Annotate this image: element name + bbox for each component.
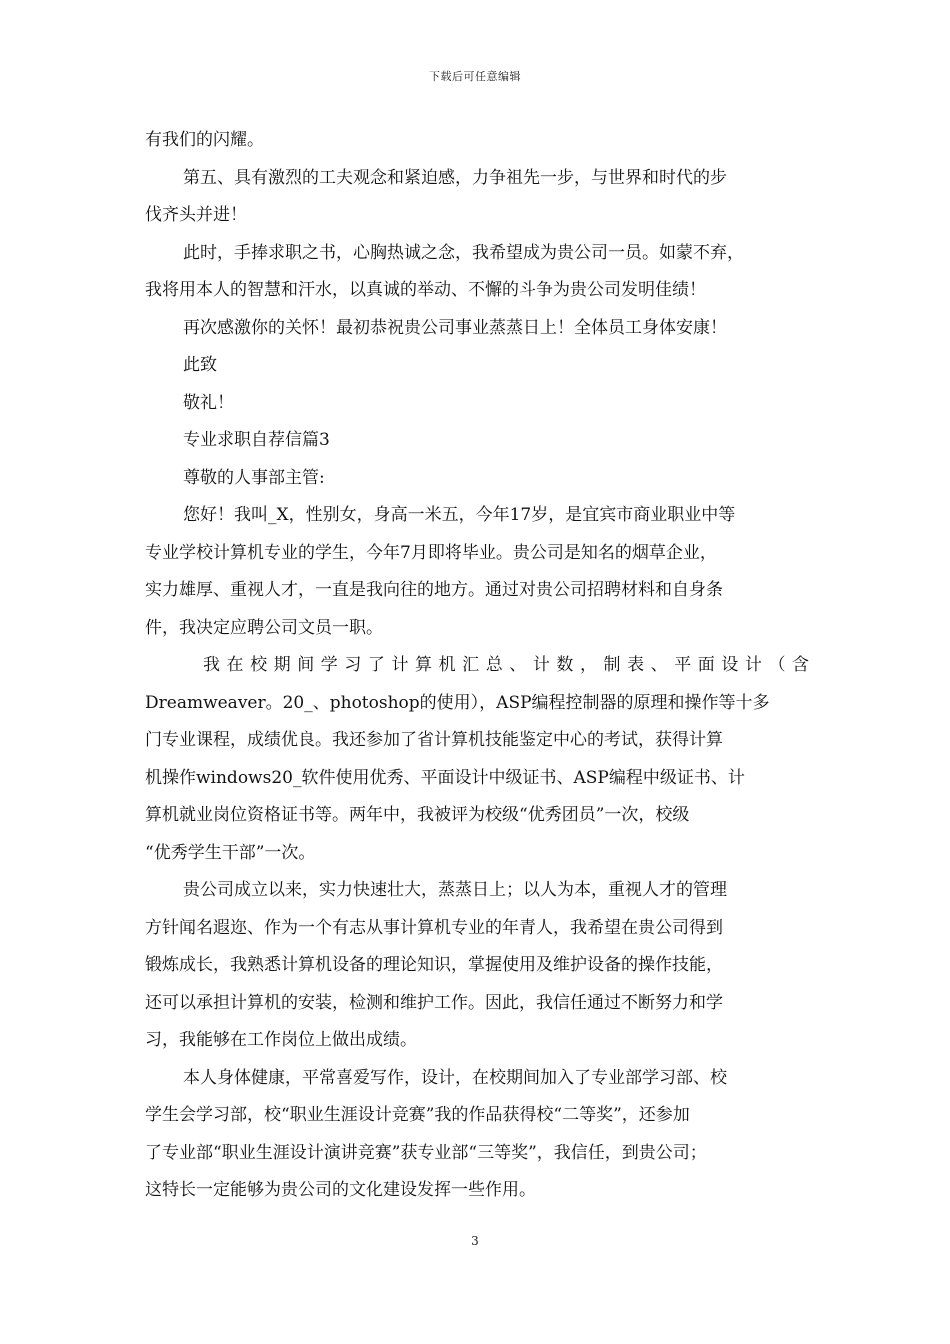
body-line: 我在校期间学习了计算机汇总、计数，制表、平面设计（含: [203, 655, 809, 675]
body-line: 件，我决定应聘公司文员一职。: [145, 617, 383, 638]
body-line: 算机就业岗位资格证书等。两年中，我被评为校级“优秀团员”一次，校级: [145, 805, 690, 825]
body-line: 您好！我叫_X，性别女，身高一米五，今年17岁，是宜宾市商业职业中等: [183, 505, 736, 525]
body-line: 贵公司成立以来，实力快速壮大，蒸蒸日上；以人为本，重视人才的管理: [183, 880, 727, 900]
body-line: 还可以承担计算机的安装，检测和维护工作。因此，我信任通过不断努力和学: [145, 992, 723, 1013]
body-line: 本人身体健康，平常喜爱写作，设计，在校期间加入了专业部学习部、校: [183, 1067, 727, 1088]
body-line: 实力雄厚、重视人才，一直是我向往的地方。通过对贵公司招聘材料和自身条: [145, 580, 723, 600]
body-line: 伐齐头并进！: [145, 205, 247, 225]
body-line: 习，我能够在工作岗位上做出成绩。: [145, 1030, 417, 1050]
body-line: 方针闻名遐迩、作为一个有志从事计算机专业的年青人，我希望在贵公司得到: [145, 917, 723, 938]
body-line: 学生会学习部，校“职业生涯设计竞赛”我的作品获得校“二等奖”，还参加: [145, 1105, 690, 1125]
section-title: 专业求职自荐信篇3: [183, 430, 330, 450]
body-line: 专业学校计算机专业的学生，今年7月即将毕业。贵公司是知名的烟草企业，: [145, 542, 717, 563]
body-line: 机操作windows20_软件使用优秀、平面设计中级证书、ASP编程中级证书、计: [145, 767, 745, 788]
body-line: 有我们的闪耀。: [145, 130, 264, 150]
body-line: “优秀学生干部”一次。: [145, 842, 316, 863]
body-line: 再次感激你的关怀！最初恭祝贵公司事业蒸蒸日上！全体员工身体安康！: [183, 317, 727, 338]
body-line: Dreamweaver。20_、photoshop的使用），ASP编程控制器的原理和操作等十多: [145, 692, 770, 713]
letter-greeting: 尊敬的人事部主管:: [183, 467, 325, 488]
body-line: 了专业部“职业生涯设计演讲竞赛”获专业部“三等奖”，我信任，到贵公司；: [145, 1142, 707, 1163]
document-body: [145, 122, 809, 1210]
body-line: 这特长一定能够为贵公司的文化建设发挥一些作用。: [145, 1180, 536, 1200]
page-header: 下载后可任意编辑: [429, 70, 521, 83]
body-line: 第五、具有激烈的工夫观念和紧迫感，力争祖先一步，与世界和时代的步: [183, 167, 727, 188]
page-number: 3: [471, 1234, 479, 1248]
body-line: 门专业课程，成绩优良。我还参加了省计算机技能鉴定中心的考试，获得计算: [145, 730, 723, 750]
closing-regards: 敬礼！: [183, 392, 234, 413]
body-line: 我将用本人的智慧和汗水，以真诚的举动、不懈的斗争为贵公司发明佳绩！: [145, 280, 706, 300]
body-line: 锻炼成长，我熟悉计算机设备的理论知识，掌握使用及维护设备的操作技能，: [145, 955, 723, 975]
body-line: 此时，手捧求职之书，心胸热诚之念，我希望成为贵公司一员。如蒙不弃，: [183, 242, 744, 263]
closing-salutation: 此致: [183, 355, 217, 375]
